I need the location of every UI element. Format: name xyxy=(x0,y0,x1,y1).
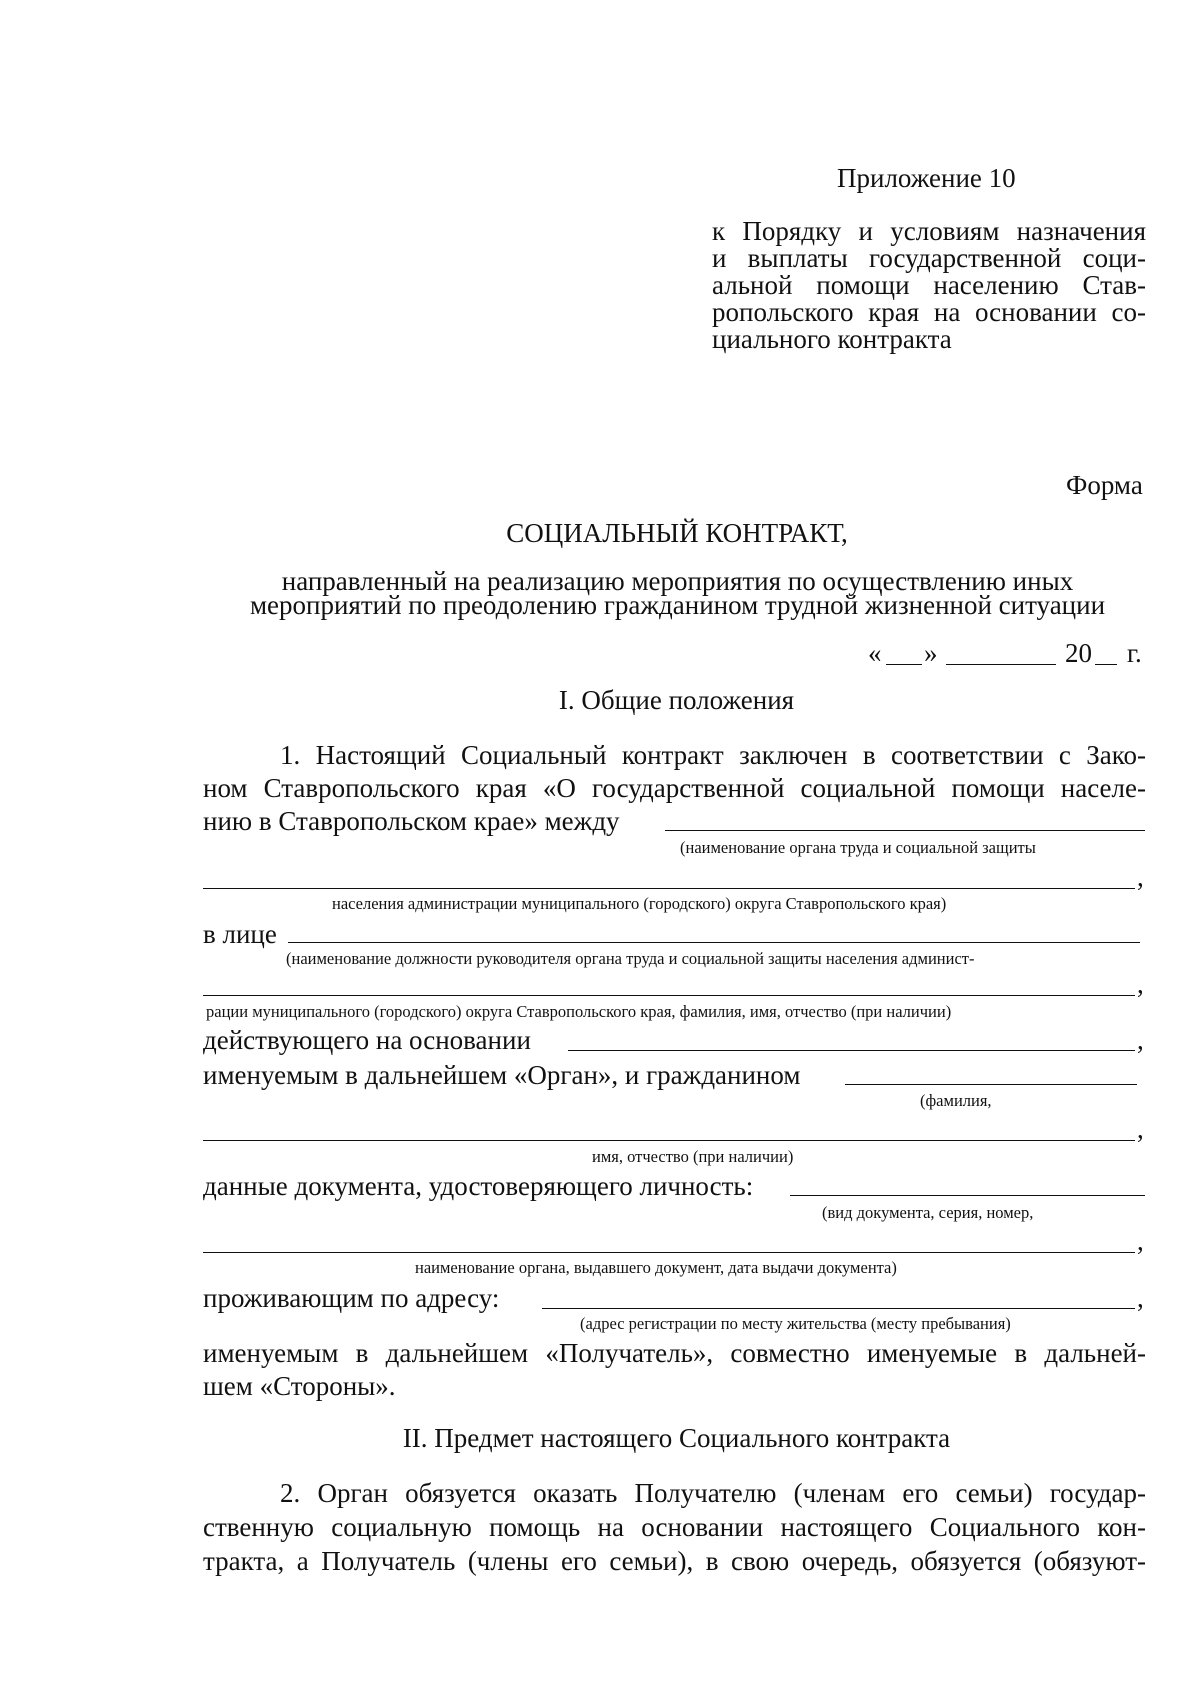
citizen-field-2[interactable] xyxy=(203,1140,1135,1141)
address-field[interactable] xyxy=(542,1308,1135,1309)
organ-name-field[interactable] xyxy=(665,830,1145,831)
subtitle-line: направленный на реализацию мероприятия по осуществлению иных xyxy=(281,566,1074,596)
comma: , xyxy=(1137,1025,1144,1055)
subtitle-line: мероприятий по преодолению гражданином трудной жизненной ситуации xyxy=(249,590,1106,620)
basis-field[interactable] xyxy=(568,1050,1135,1051)
id-document-field-2[interactable] xyxy=(203,1252,1135,1253)
hint-position: рации муниципального (городского) округа Ставропольского края, фамилия, имя, отчество (при наличии) xyxy=(206,1002,952,1021)
position-field-2[interactable] xyxy=(203,995,1135,996)
comma: , xyxy=(1137,1226,1144,1256)
id-document-label: данные документа, удостоверяющего личность: xyxy=(203,1171,754,1201)
hint-citizen: имя, отчество (при наличии) xyxy=(592,1147,794,1166)
para2-line: 2. Орган обязуется оказать Получателю (членам его семьи) государ- xyxy=(280,1478,1146,1508)
para2-line: тракта, а Получатель (члены его семьи), в свою очередь, обязуется (обязуют- xyxy=(203,1546,1146,1576)
hint-organ: населения администрации муниципального (городского) округа Ставропольского края) xyxy=(332,894,947,913)
hint-citizen: (фамилия, xyxy=(920,1091,992,1110)
year-prefix: 20 xyxy=(1065,638,1092,668)
date-open-quote: « xyxy=(868,638,882,668)
hint-document: (вид документа, серия, номер, xyxy=(822,1203,1034,1222)
day-field[interactable] xyxy=(886,664,922,665)
document-title: СОЦИАЛЬНЫЙ КОНТРАКТ, xyxy=(506,518,848,548)
para1-line: нию в Ставропольском крае» между xyxy=(203,806,620,836)
form-label: Форма xyxy=(1066,470,1143,500)
date-close-quote: » xyxy=(924,638,938,668)
named-recipient-line: шем «Стороны». xyxy=(203,1371,396,1401)
comma: , xyxy=(1137,862,1144,892)
section-2-heading: II. Предмет настоящего Социального контракта xyxy=(402,1423,951,1453)
hint-organ: (наименование органа труда и социальной защиты xyxy=(680,838,1036,857)
para1-line: 1. Настоящий Социальный контракт заключен в соответствии с Зако- xyxy=(280,740,1146,770)
position-field[interactable] xyxy=(288,942,1140,943)
appendix-line: ропольского края на основании со- xyxy=(712,297,1146,327)
appendix-line: циального контракта xyxy=(712,324,952,354)
appendix-line: и выплаты государственной соци- xyxy=(712,243,1146,273)
comma: , xyxy=(1137,1283,1144,1313)
hint-position: (наименование должности руководителя органа труда и социальной защиты населения админист- xyxy=(286,949,975,968)
organ-name-field-2[interactable] xyxy=(203,888,1135,889)
appendix-line: альной помощи населению Став- xyxy=(712,270,1146,300)
residing-label: проживающим по адресу: xyxy=(203,1283,500,1313)
appendix-line: к Порядку и условиям назначения xyxy=(712,216,1146,246)
year-suffix: г. xyxy=(1127,638,1142,668)
hint-address: (адрес регистрации по месту жительства (месту пребывания) xyxy=(580,1314,1011,1333)
comma: , xyxy=(1137,969,1144,999)
hint-document: наименование органа, выдавшего документ, дата выдачи документа) xyxy=(415,1258,897,1277)
named-organ-label: именуемым в дальнейшем «Орган», и гражданином xyxy=(203,1060,801,1090)
month-field[interactable] xyxy=(946,664,1056,665)
appendix-title: Приложение 10 xyxy=(837,163,1016,193)
para1-line: ном Ставропольского края «О государственной социальной помощи населе- xyxy=(203,773,1146,803)
in-person-label: в лице xyxy=(203,919,277,949)
id-document-field[interactable] xyxy=(790,1195,1145,1196)
section-1-heading: I. Общие положения xyxy=(558,685,795,715)
named-recipient-line: именуемым в дальнейшем «Получатель», совместно именуемые в дальней- xyxy=(203,1338,1146,1368)
year-field[interactable] xyxy=(1095,664,1117,665)
comma: , xyxy=(1137,1114,1144,1144)
citizen-field[interactable] xyxy=(845,1084,1137,1085)
para2-line: ственную социальную помощь на основании настоящего Социального кон- xyxy=(203,1512,1146,1542)
acting-basis-label: действующего на основании xyxy=(203,1025,531,1055)
